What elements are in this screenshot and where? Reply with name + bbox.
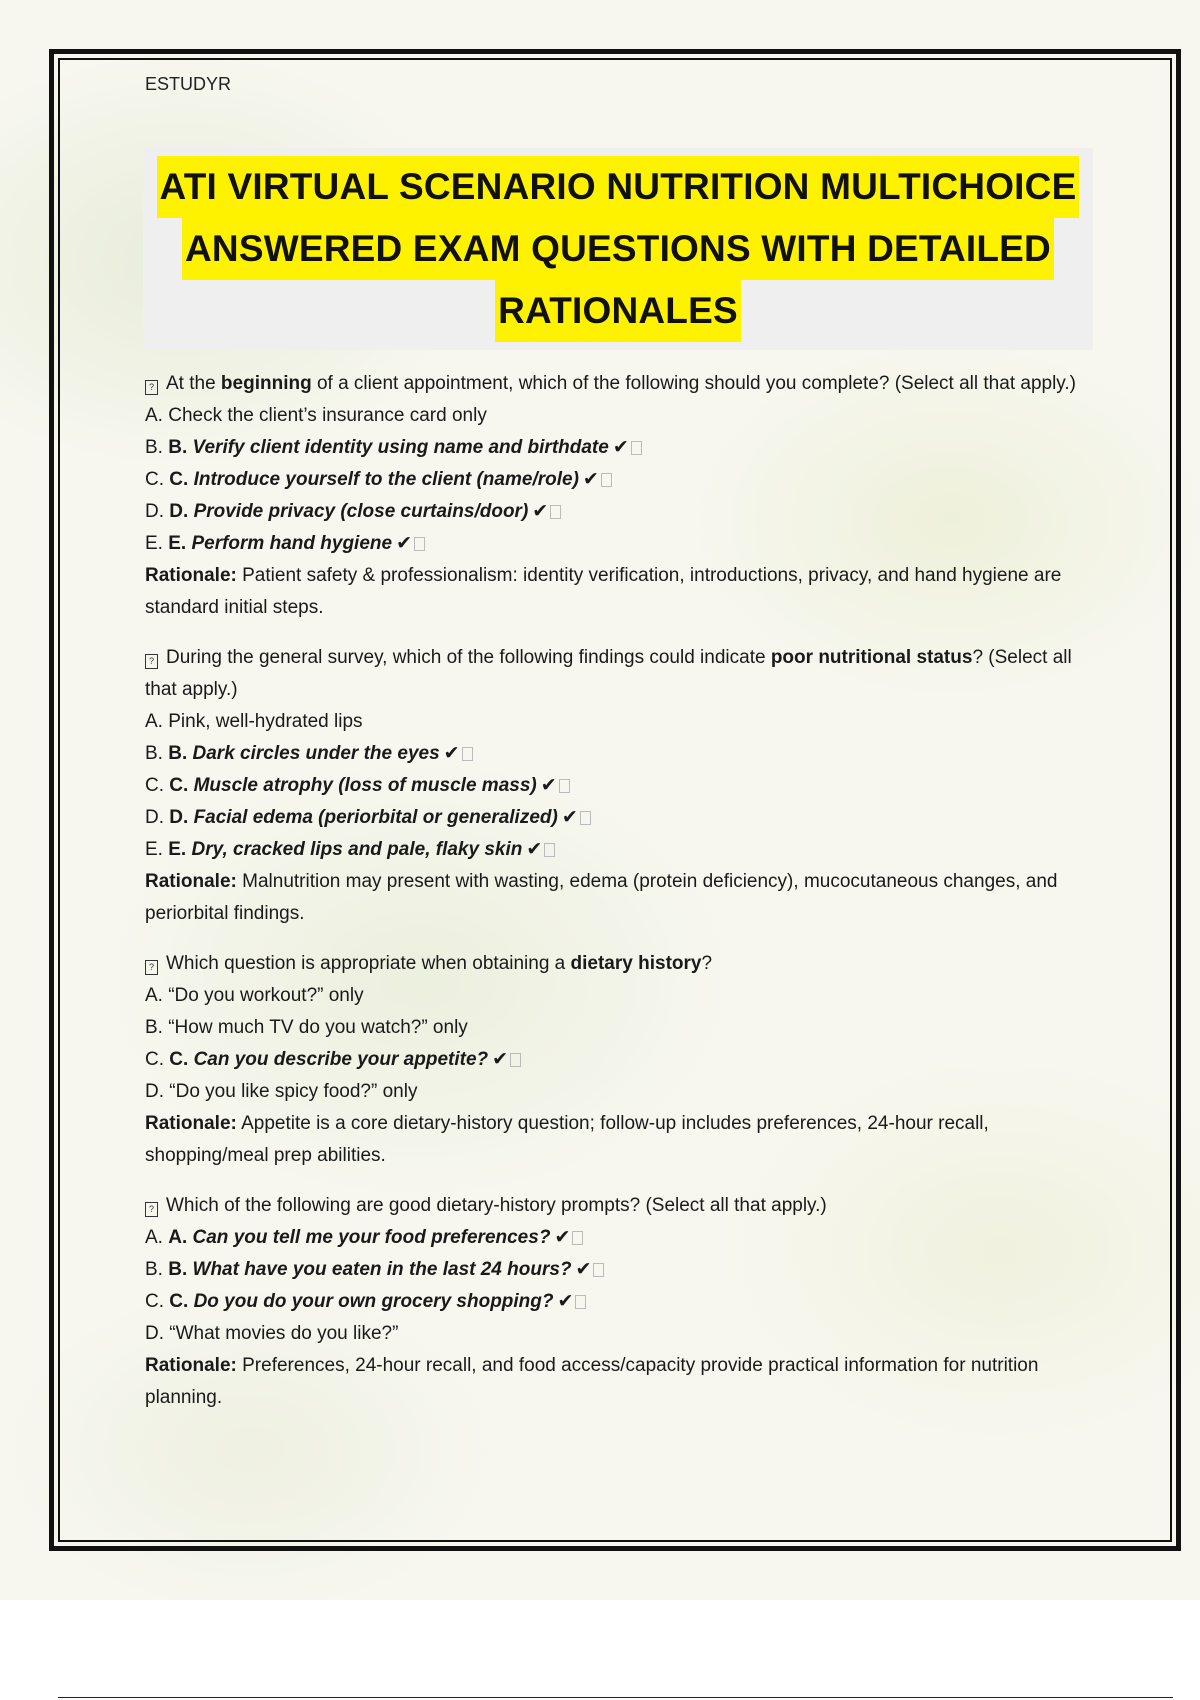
checkmark-icon: ✔ bbox=[575, 1259, 592, 1280]
option-letter-bold: A. bbox=[168, 1227, 188, 1248]
answer-option-correct bbox=[145, 1044, 1095, 1076]
rationale-text: Malnutrition may present with wasting, edema (protein deficiency), mucocutaneous changes, and periorbital findings. bbox=[145, 871, 1058, 924]
option-letter: C. bbox=[145, 1049, 164, 1070]
question-marker-icon: ? bbox=[145, 654, 158, 669]
question-stem bbox=[145, 368, 1095, 400]
option-letter: C. bbox=[145, 1291, 164, 1312]
option-letter-bold: B. bbox=[168, 1259, 188, 1280]
question-list bbox=[145, 368, 1095, 1414]
document-content bbox=[145, 70, 1095, 1414]
rationale-label: Rationale: bbox=[145, 565, 237, 586]
answer-option-correct bbox=[145, 738, 1095, 770]
option-letter: D. bbox=[145, 807, 164, 828]
rationale-text: Appetite is a core dietary-history question; follow-up includes preferences, 24-hour recall, shopping/meal prep abilities. bbox=[145, 1113, 989, 1166]
option-letter: E. bbox=[145, 533, 163, 554]
rationale-label: Rationale: bbox=[145, 1113, 237, 1134]
empty-box-icon bbox=[550, 505, 561, 519]
option-text: Pink, well-hydrated lips bbox=[168, 711, 363, 732]
empty-box-icon bbox=[601, 473, 612, 487]
option-letter-bold: B. bbox=[168, 743, 188, 764]
question-keyword: poor nutritional status bbox=[770, 647, 973, 668]
checkmark-icon: ✔ bbox=[561, 807, 578, 828]
option-letter: C. bbox=[145, 469, 164, 490]
rationale-label: Rationale: bbox=[145, 1355, 237, 1376]
answer-option-correct bbox=[145, 1254, 1095, 1286]
option-letter-bold: D. bbox=[169, 501, 189, 522]
question-stem bbox=[145, 948, 1095, 980]
option-letter: C. bbox=[145, 775, 164, 796]
option-text: Facial edema (periorbital or generalized) bbox=[193, 807, 558, 828]
option-text: Dark circles under the eyes bbox=[192, 743, 440, 764]
question-text: ? (Select all that apply.) bbox=[145, 647, 1072, 700]
checkmark-icon: ✔ bbox=[443, 743, 460, 764]
question-stem bbox=[145, 1190, 1095, 1222]
option-text: Introduce yourself to the client (name/role) bbox=[193, 469, 579, 490]
question-block bbox=[145, 368, 1095, 624]
option-text: “How much TV do you watch?” only bbox=[168, 1017, 468, 1038]
empty-box-icon bbox=[575, 1295, 586, 1309]
option-letter-bold: C. bbox=[169, 1049, 189, 1070]
empty-box-icon bbox=[580, 811, 591, 825]
option-letter-bold: D. bbox=[169, 807, 189, 828]
title-line-1: ATI VIRTUAL SCENARIO NUTRITION MULTICHOICE bbox=[157, 156, 1080, 218]
empty-box-icon bbox=[510, 1053, 521, 1067]
question-block bbox=[145, 948, 1095, 1172]
option-letter: D. bbox=[145, 501, 164, 522]
option-letter-bold: E. bbox=[168, 839, 187, 860]
rationale-label: Rationale: bbox=[145, 871, 237, 892]
option-text: Do you do your own grocery shopping? bbox=[193, 1291, 554, 1312]
question-block bbox=[145, 642, 1095, 930]
rationale-text: Patient safety & professionalism: identity verification, introductions, privacy, and hand hygiene are standard initial steps. bbox=[145, 565, 1062, 618]
rationale bbox=[145, 866, 1095, 930]
question-marker-icon: ? bbox=[145, 1202, 158, 1217]
option-text: What have you eaten in the last 24 hours? bbox=[192, 1259, 572, 1280]
title-line-3: RATIONALES bbox=[495, 280, 741, 342]
option-text: Can you tell me your food preferences? bbox=[192, 1227, 551, 1248]
option-letter-bold: C. bbox=[169, 1291, 189, 1312]
option-text: “Do you workout?” only bbox=[168, 985, 364, 1006]
question-text: Which question is appropriate when obtaining a bbox=[166, 953, 571, 974]
empty-box-icon bbox=[559, 779, 570, 793]
question-text: At the bbox=[166, 373, 221, 394]
empty-box-icon bbox=[544, 843, 555, 857]
checkmark-icon: ✔ bbox=[540, 775, 557, 796]
title-line-2: ANSWERED EXAM QUESTIONS WITH DETAILED bbox=[182, 218, 1054, 280]
question-keyword: dietary history bbox=[570, 953, 702, 974]
document-title bbox=[143, 148, 1093, 350]
rationale bbox=[145, 560, 1095, 624]
question-text: of a client appointment, which of the following should you complete? (Select all that apply.) bbox=[311, 373, 1076, 394]
option-text: Dry, cracked lips and pale, flaky skin bbox=[191, 839, 523, 860]
answer-option bbox=[145, 980, 1095, 1012]
question-block bbox=[145, 1190, 1095, 1414]
question-text: Which of the following are good dietary-history prompts? (Select all that apply.) bbox=[166, 1195, 827, 1216]
footer-rule bbox=[58, 1697, 1173, 1698]
checkmark-icon: ✔ bbox=[492, 1049, 509, 1070]
option-text: “What movies do you like?” bbox=[169, 1323, 399, 1344]
option-letter-bold: C. bbox=[169, 775, 189, 796]
option-letter-bold: E. bbox=[168, 533, 187, 554]
option-letter-bold: C. bbox=[169, 469, 189, 490]
option-letter: D. bbox=[145, 1081, 164, 1102]
empty-box-icon bbox=[593, 1263, 604, 1277]
answer-option-correct bbox=[145, 770, 1095, 802]
option-letter: A. bbox=[145, 711, 163, 732]
answer-option-correct bbox=[145, 802, 1095, 834]
empty-box-icon bbox=[462, 747, 473, 761]
empty-box-icon bbox=[414, 537, 425, 551]
option-text: Perform hand hygiene bbox=[191, 533, 393, 554]
answer-option-correct bbox=[145, 464, 1095, 496]
answer-option-correct bbox=[145, 496, 1095, 528]
checkmark-icon: ✔ bbox=[526, 839, 543, 860]
answer-option bbox=[145, 706, 1095, 738]
answer-option-correct bbox=[145, 1286, 1095, 1318]
empty-box-icon bbox=[631, 441, 642, 455]
rationale-text: Preferences, 24-hour recall, and food access/capacity provide practical information for nutrition planning. bbox=[145, 1355, 1039, 1408]
option-letter: A. bbox=[145, 1227, 163, 1248]
option-letter: B. bbox=[145, 437, 163, 458]
option-text: “Do you like spicy food?” only bbox=[169, 1081, 418, 1102]
answer-option bbox=[145, 1318, 1095, 1350]
checkmark-icon: ✔ bbox=[396, 533, 412, 554]
answer-option-correct bbox=[145, 432, 1095, 464]
option-text: Provide privacy (close curtains/door) bbox=[193, 501, 529, 522]
option-text: Check the client’s insurance card only bbox=[168, 405, 487, 426]
option-text: Verify client identity using name and birthdate bbox=[192, 437, 609, 458]
option-letter-bold: B. bbox=[168, 437, 188, 458]
checkmark-icon: ✔ bbox=[554, 1227, 571, 1248]
empty-box-icon bbox=[572, 1231, 583, 1245]
question-stem bbox=[145, 642, 1095, 706]
option-letter: B. bbox=[145, 1259, 163, 1280]
checkmark-icon: ✔ bbox=[532, 501, 549, 522]
answer-option-correct bbox=[145, 528, 1095, 560]
question-text: During the general survey, which of the following findings could indicate bbox=[166, 647, 771, 668]
option-letter: D. bbox=[145, 1323, 164, 1344]
answer-option bbox=[145, 1076, 1095, 1108]
checkmark-icon: ✔ bbox=[557, 1291, 574, 1312]
question-marker-icon: ? bbox=[145, 380, 158, 395]
option-letter: A. bbox=[145, 985, 163, 1006]
answer-option bbox=[145, 400, 1095, 432]
answer-option-correct bbox=[145, 834, 1095, 866]
option-letter: B. bbox=[145, 1017, 163, 1038]
question-text: ? bbox=[701, 953, 713, 974]
option-text: Can you describe your appetite? bbox=[193, 1049, 489, 1070]
checkmark-icon: ✔ bbox=[582, 469, 599, 490]
option-text: Muscle atrophy (loss of muscle mass) bbox=[193, 775, 537, 796]
option-letter: E. bbox=[145, 839, 163, 860]
rationale bbox=[145, 1108, 1095, 1172]
option-letter: A. bbox=[145, 405, 163, 426]
answer-option-correct bbox=[145, 1222, 1095, 1254]
checkmark-icon: ✔ bbox=[612, 437, 629, 458]
question-marker-icon: ? bbox=[145, 960, 158, 975]
brand-header: ESTUDYR bbox=[145, 74, 232, 94]
answer-option bbox=[145, 1012, 1095, 1044]
question-keyword: beginning bbox=[220, 373, 312, 394]
rationale bbox=[145, 1350, 1095, 1414]
option-letter: B. bbox=[145, 743, 163, 764]
